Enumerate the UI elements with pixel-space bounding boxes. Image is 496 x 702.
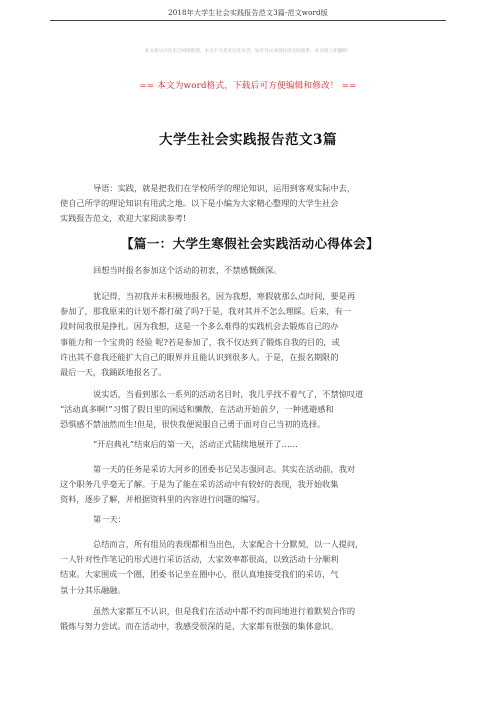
- text-line: 许出其不意我还能扩大自己的眼界并且能认识到很多人。于是，在报名期限的: [60, 351, 339, 362]
- text-line: 第一天的任务是采访大河乡的团委书记吴志强同志。其实在活动前，我对: [93, 464, 356, 474]
- body-paragraph: [60, 289, 440, 380]
- text-line: 一人针对性作笔记的形式进行采访活动，大家效率都很高，以致活动十分顺利: [60, 554, 339, 565]
- text-line: 导语：实践，就是把我们在学校所学的理论知识，运用到客观实际中去，: [93, 183, 356, 193]
- text-line: 犹记得，当初我并未积极地报名，因为我想，寒假就那么点时间，要是再: [93, 291, 356, 301]
- running-header: 2018年大学生社会实践报告范文3篇-范文word版: [168, 9, 328, 17]
- intro-paragraph: [60, 181, 440, 227]
- disclaimer-text: 本文部分内容来自网络整理，本司不为其真实性负责，如有异议或侵权请及时联系，本司将立即删除！: [144, 49, 352, 54]
- text-line: 参加了，那我原来的计划不都打破了吗?于是，我对其并不怎么理睬。后来，有一: [60, 306, 351, 317]
- body-paragraph: [60, 512, 440, 527]
- body-paragraph: [60, 387, 440, 433]
- text-line: 氛十分其乐融融。: [60, 584, 126, 595]
- body-paragraph: [60, 263, 440, 278]
- document-title: 大学生社会实践报告范文3篇: [159, 132, 337, 148]
- body-paragraph: [60, 537, 440, 598]
- text-line: 实践报告范文，欢迎大家阅读参考!: [60, 213, 187, 224]
- text-line: 第一天：: [93, 514, 126, 524]
- text-line: 锻炼与努力尝试。而在活动中，我感受很深的是，大家都有很强的集体意识。: [60, 621, 339, 632]
- section-heading: 【篇一：大学生寒假社会实践活动心得体会】: [120, 236, 379, 251]
- text-line: 使自己所学的理论知识有用武之地。以下是小编为大家精心整理的大学生社会: [60, 198, 339, 209]
- text-line: 恐惧感不禁油然而生!但是，很快我便说服自己勇于面对自己当初的选择。: [60, 419, 326, 430]
- text-line: “开启典礼”结束后的第一天，活动正式陆续地展开了……: [93, 439, 298, 449]
- text-line: 结束。大家围成一个圈，团委书记坐在圈中心，很认真地接受我们的采访，气: [60, 569, 339, 580]
- text-line: 资料，逐步了解，并根据资料里的内容进行问题的编写。: [60, 494, 265, 505]
- text-line: 段时间我很是挣扎。因为我想，这是一个多么难得的实践机会去锻炼自己的办: [60, 321, 339, 332]
- format-notice: == 本文为word格式，下载后可方便编辑和修改！ ==: [139, 81, 357, 91]
- header-divider: [50, 20, 446, 21]
- text-line: 说实话，当看到那么一系列的活动名目时，我几乎找不着气了，不禁惊叹道: [93, 389, 364, 399]
- body-paragraph: [60, 604, 440, 634]
- text-line: 总结而言，所有组员的表现都相当出色，大家配合十分默契，以一人提问，: [93, 539, 364, 549]
- text-line: 最后一天，我踊跃地报名了。: [60, 367, 167, 378]
- text-line: 虽然大家都互不认识，但是我们在活动中都不约而同地进行着默契合作的: [93, 606, 356, 616]
- body-paragraph: [60, 462, 440, 508]
- text-line: 这个职务几乎毫无了解。于是为了能在采访活动中有较好的表现，我开始收集: [60, 479, 339, 490]
- body-paragraph: [60, 437, 440, 452]
- text-line: 回想当时报名参加这个活动的初衷，不禁感慨颇深。: [93, 265, 282, 275]
- text-line: “活动真多啊!”习惯了假日里的闲适和懒散，在活动开始前夕，一种逃避感和: [60, 404, 334, 415]
- text-line: 事能力和一个宝贵的 经验 呢?若是参加了，我不仅达到了锻炼自我的目的，或: [60, 336, 340, 347]
